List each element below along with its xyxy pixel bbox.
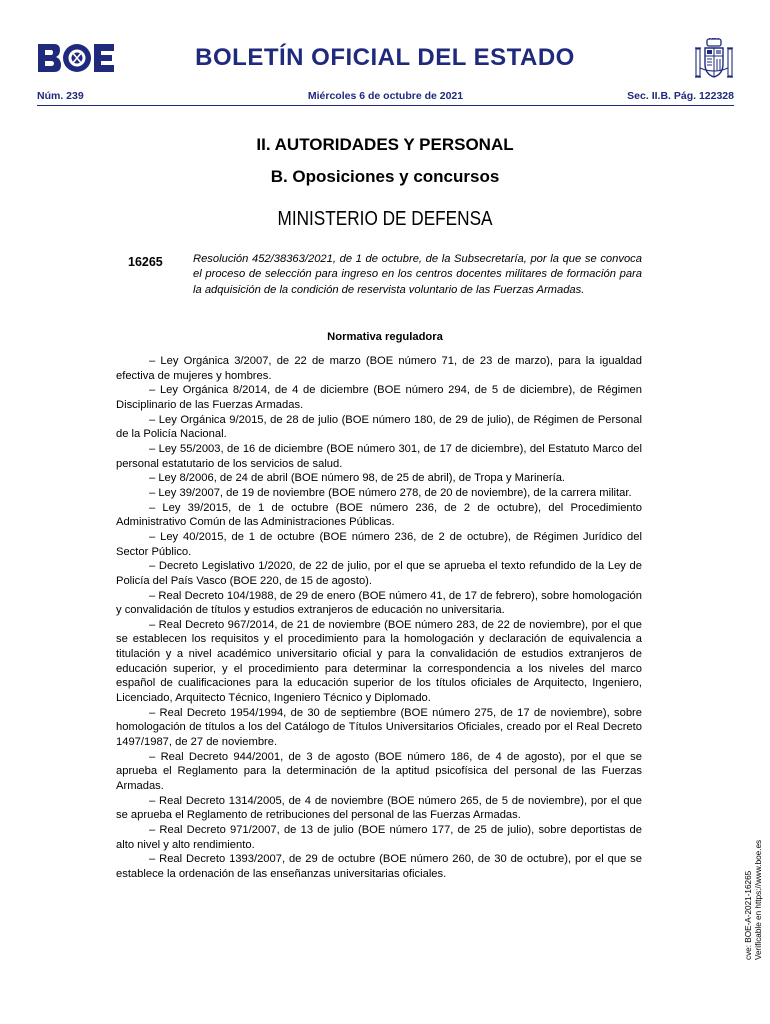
list-item: – Real Decreto 1314/2005, de 4 de noviembre (BOE número 265, de 5 de noviembre), por el que se aprueba el Reglamento de retribuciones del personal de las Fuerzas Armadas.: [116, 794, 642, 822]
list-item: – Real Decreto 104/1988, de 29 de enero (BOE número 41, de 17 de febrero), sobre homologación y convalidación de títulos y estudios extranjeros de educación no universitaria.: [116, 589, 642, 617]
list-item: – Ley Orgánica 9/2015, de 28 de julio (BOE número 180, de 29 de julio), de Régimen de Personal de la Policía Nacional.: [116, 413, 642, 441]
list-item: – Real Decreto 1954/1994, de 30 de septiembre (BOE número 275, de 17 de noviembre), sobre homologación de títulos a los del Catálogo de Títulos Universitarios Oficiales, creado por el Real Decreto 1497/1987, de 27 de noviembre.: [116, 706, 642, 749]
list-item: – Real Decreto 967/2014, de 21 de noviembre (BOE número 283, de 22 de noviembre), por el que se establecen los requisitos y el procedimiento para la homologación y declaración de equivalencia a titulación y a nivel académico universitario oficial y para la convalidación de estudios extranjeros de educación superior, y el procedimiento para determinar la correspondencia a los niveles del marco español de cualificaciones para la educación superior de los títulos oficiales de Arquitecto, Ingeniero, Licenciado, Arquitecto Técnico, Ingeniero Técnico y Diplomado.: [116, 618, 642, 705]
list-item: – Ley 8/2006, de 24 de abril (BOE número 98, de 25 de abril), de Tropa y Marinería.: [149, 472, 566, 485]
list-item: – Real Decreto 971/2007, de 13 de julio (BOE número 177, de 25 de julio), sobre deportistas de alto nivel y alto rendimiento.: [116, 824, 642, 851]
cve-code: cve: BOE-A-2021-16265: [744, 870, 753, 960]
list-item: – Ley Orgánica 8/2014, de 4 de diciembre (BOE número 294, de 5 de diciembre), de Régimen Disciplinario de las Fuerzas Armadas.: [116, 384, 642, 411]
list-item: – Ley 39/2015, de 1 de octubre (BOE número 236, de 2 de octubre), del Procedimiento Administrativo Común de las Administraciones Públicas.: [116, 501, 642, 529]
section-title: II. AUTORIDADES Y PERSONAL: [256, 135, 514, 154]
gazette-title: BOLETÍN OFICIAL DEL ESTADO: [195, 44, 575, 71]
issue-number: Núm. 239: [37, 90, 84, 102]
section-page: Sec. II.B. Pág. 122328: [627, 90, 734, 102]
list-item: – Ley 40/2015, de 1 de octubre (BOE número 236, de 2 de octubre), de Régimen Jurídico del Sector Público.: [116, 530, 642, 558]
list-item: – Ley 39/2007, de 19 de noviembre (BOE número 278, de 20 de noviembre), de la carrera militar.: [149, 486, 632, 499]
normativa-heading: Normativa reguladora: [327, 331, 443, 343]
list-item: – Real Decreto 1393/2007, de 29 de octubre (BOE número 260, de 30 de octubre), por el que se establece la ordenación de las enseñanzas universitarias oficiales.: [116, 853, 642, 880]
coat-of-arms-icon: [694, 38, 734, 82]
issue-meta-row: [37, 90, 734, 104]
normativa-list: [116, 354, 642, 882]
list-item: – Decreto Legislativo 1/2020, de 22 de julio, por el que se aprueba el texto refundido de la Ley de Policía del País Vasco (BOE 220, de 15 de agosto).: [116, 560, 642, 587]
ministry-title: MINISTERIO DE DEFENSA: [277, 208, 493, 230]
issue-date: Miércoles 6 de octubre de 2021: [307, 90, 464, 102]
subsection-title: B. Oposiciones y concursos: [270, 167, 500, 186]
list-item: – Ley 55/2003, de 16 de diciembre (BOE número 301, de 17 de diciembre), del Estatuto Marco del personal estatutario de los servicios de salud.: [116, 442, 642, 470]
resolution-summary: Resolución 452/38363/2021, de 1 de octubre, de la Subsecretaría, por la que se convoca el proceso de selección para ingreso en los centros docentes militares de formación para la adquisición de la condición de reservista voluntario de las Fuerzas Armadas.: [193, 253, 642, 296]
list-item: – Ley Orgánica 3/2007, de 22 de marzo (BOE número 71, de 23 de marzo), para la igualdad efectiva de mujeres y hombres.: [116, 355, 642, 382]
list-item: – Real Decreto 944/2001, de 3 de agosto (BOE número 186, de 4 de agosto), por el que se aprueba el Reglamento para la determinación de la aptitud psicofísica del personal de las Fuerzas Armadas.: [116, 750, 642, 793]
header-rule: [37, 105, 734, 106]
resolution-number: 16265: [128, 255, 163, 269]
verification-url: Verificable en https://www.boe.es: [754, 839, 763, 960]
